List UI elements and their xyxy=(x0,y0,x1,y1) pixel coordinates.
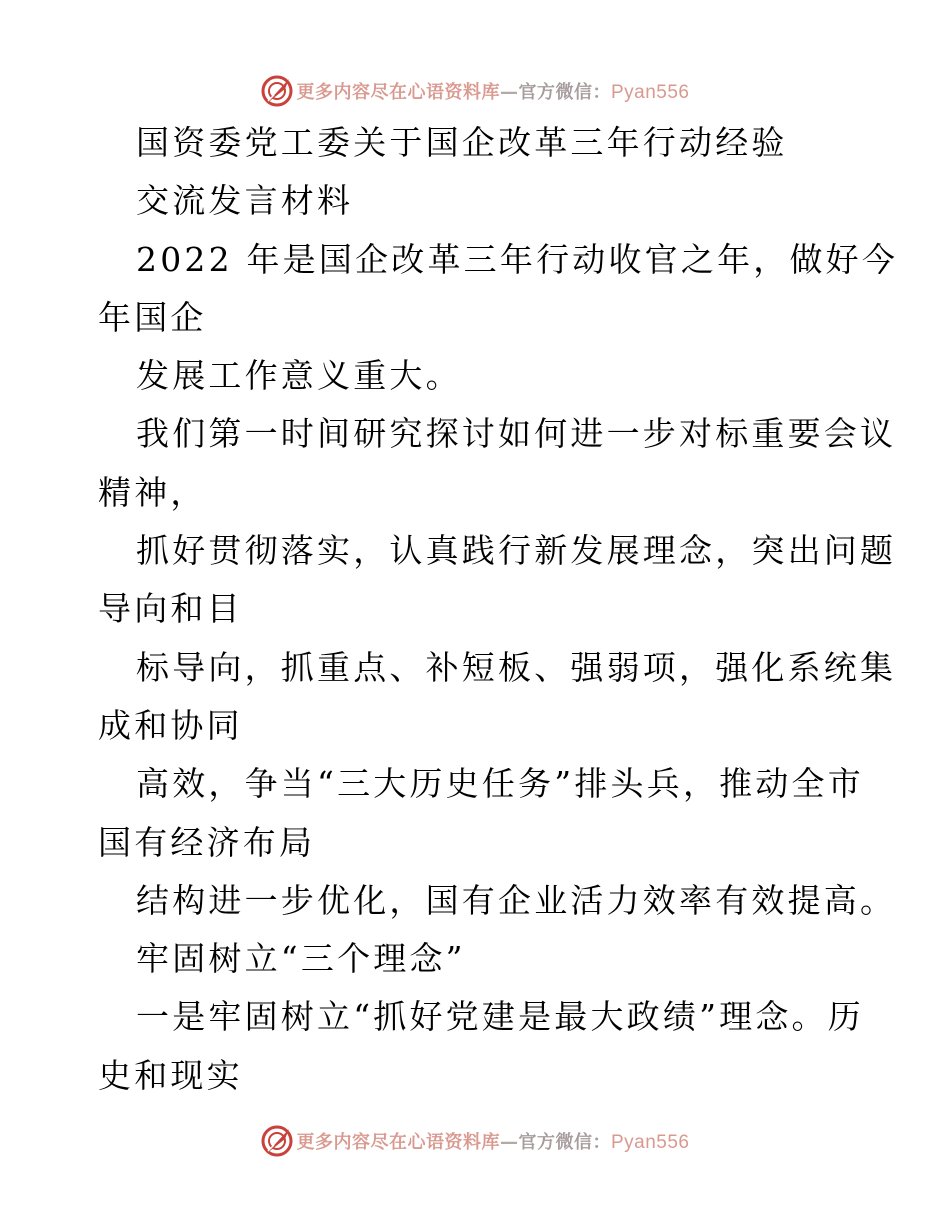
document-line: 导向和目 xyxy=(98,589,243,629)
document-line: 牢固树立“三个理念” xyxy=(136,939,466,979)
watermark-text xyxy=(296,1128,689,1154)
document-line: 史和现实 xyxy=(98,1055,243,1095)
watermark-contact-id: Pyan556 xyxy=(610,1132,690,1153)
watermark-contact-id: Pyan556 xyxy=(610,82,690,103)
watermark-contact-label: 官方微信： xyxy=(518,1132,611,1153)
document-line: 交流发言材料 xyxy=(136,181,354,221)
watermark-contact-label: 官方微信： xyxy=(518,82,611,103)
document-line: 成和协同 xyxy=(98,705,243,745)
document-line: 国资委党工委关于国企改革三年行动经验 xyxy=(136,123,788,162)
document-line: 国有经济布局 xyxy=(98,822,316,862)
document-line: 发展工作意义重大。 xyxy=(136,356,462,396)
quill-logo-icon xyxy=(260,74,294,108)
quill-logo-icon xyxy=(260,1124,294,1158)
document-line: 年国企 xyxy=(98,297,207,337)
document-body xyxy=(98,114,899,1105)
document-line: 我们第一时间研究探讨如何进一步对标重要会议 xyxy=(136,414,897,454)
header-watermark xyxy=(0,71,950,111)
document-line: 高效，争当“三大历史任务”排头兵，推动全市 xyxy=(136,764,864,804)
document-line: 结构进一步优化，国有企业活力效率有效提高。 xyxy=(136,880,897,920)
footer-watermark xyxy=(0,1121,950,1161)
watermark-text xyxy=(296,78,689,104)
document-line: 精神， xyxy=(98,472,207,512)
document-line: 一是牢固树立“抓好党建是最大政绩”理念。历 xyxy=(136,997,864,1037)
document-line: 标导向，抓重点、补短板、强弱项，强化系统集 xyxy=(136,647,897,687)
watermark-dash: — xyxy=(499,1132,519,1153)
document-line: 2022 年是国企改革三年行动收官之年，做好今 xyxy=(136,239,899,279)
watermark-dash: — xyxy=(499,82,519,103)
document-line: 抓好贯彻落实，认真践行新发展理念，突出问题 xyxy=(136,531,897,571)
watermark-brand: 更多内容尽在心语资料库 xyxy=(296,1132,500,1153)
watermark-brand: 更多内容尽在心语资料库 xyxy=(296,82,500,103)
